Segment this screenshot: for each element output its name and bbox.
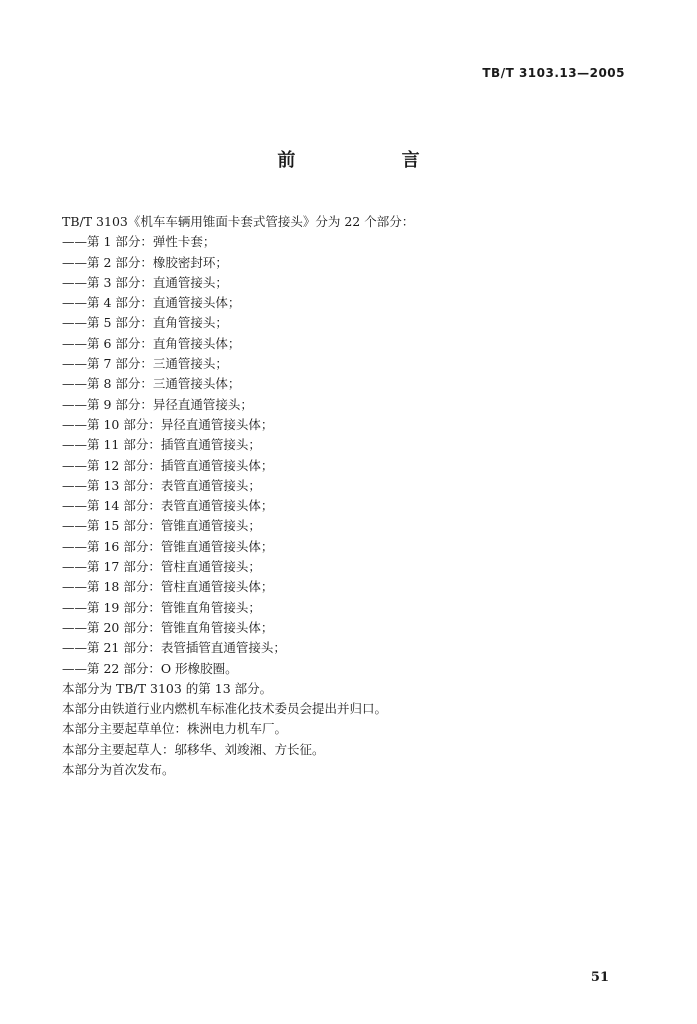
list-item: ——第 10 部分：异径直通管接头体； (62, 416, 274, 432)
list-item: ——第 17 部分：管柱直通管接头； (62, 559, 261, 575)
list-item: ——第 9 部分：异径直通管接头； (62, 396, 253, 412)
list-item: ——第 13 部分：表管直通管接头； (62, 477, 261, 493)
list-item: ——第 20 部分：管锥直角管接头体； (62, 619, 274, 635)
list-item: ——第 6 部分：直角管接头体； (62, 335, 241, 351)
list-item: ——第 19 部分：管锥直角管接头； (62, 599, 261, 615)
list-item: ——第 11 部分：插管直通管接头； (62, 437, 261, 453)
page-number: 51 (590, 970, 609, 985)
page-title: 前 言 (277, 150, 470, 171)
list-item: ——第 4 部分：直通管接头体； (62, 295, 241, 311)
statement-first-release: 本部分为首次发布。 (62, 762, 175, 778)
list-item: ——第 18 部分：管柱直通管接头体； (62, 579, 274, 595)
statements-block (62, 679, 632, 780)
list-item: ——第 8 部分：三通管接头体； (62, 376, 241, 392)
statement-drafting-unit: 本部分主要起草单位：株洲电力机车厂。 (62, 721, 288, 737)
statement-drafters: 本部分主要起草人：邬移华、刘竣湘、方长征。 (62, 741, 325, 757)
list-item: ——第 3 部分：直通管接头； (62, 274, 228, 290)
intro-paragraph: TB/T 3103《机车车辆用锥面卡套式管接头》分为 22 个部分： (62, 214, 415, 229)
list-item: ——第 16 部分：管锥直通管接头体； (62, 538, 274, 554)
document-number-header: TB/T 3103.13—2005 (482, 66, 625, 80)
statement-proposer: 本部分由铁道行业内燃机车标准化技术委员会提出并归口。 (62, 701, 388, 717)
list-item: ——第 7 部分：三通管接头； (62, 356, 228, 372)
list-item: ——第 14 部分：表管直通管接头体； (62, 498, 274, 514)
list-item: ——第 12 部分：插管直通管接头体； (62, 457, 274, 473)
statement-part-number: 本部分为 TB/T 3103 的第 13 部分。 (62, 680, 273, 696)
list-item: ——第 2 部分：橡胶密封环； (62, 254, 228, 270)
list-item: ——第 5 部分：直角管接头； (62, 315, 228, 331)
parts-list (62, 232, 632, 679)
list-item: ——第 21 部分：表管插管直通管接头； (62, 640, 286, 656)
list-item: ——第 22 部分：O 形橡胶圈。 (62, 660, 238, 676)
list-item: ——第 1 部分：弹性卡套； (62, 234, 216, 250)
list-item: ——第 15 部分：管锥直通管接头； (62, 518, 261, 534)
preface-body (62, 212, 632, 780)
